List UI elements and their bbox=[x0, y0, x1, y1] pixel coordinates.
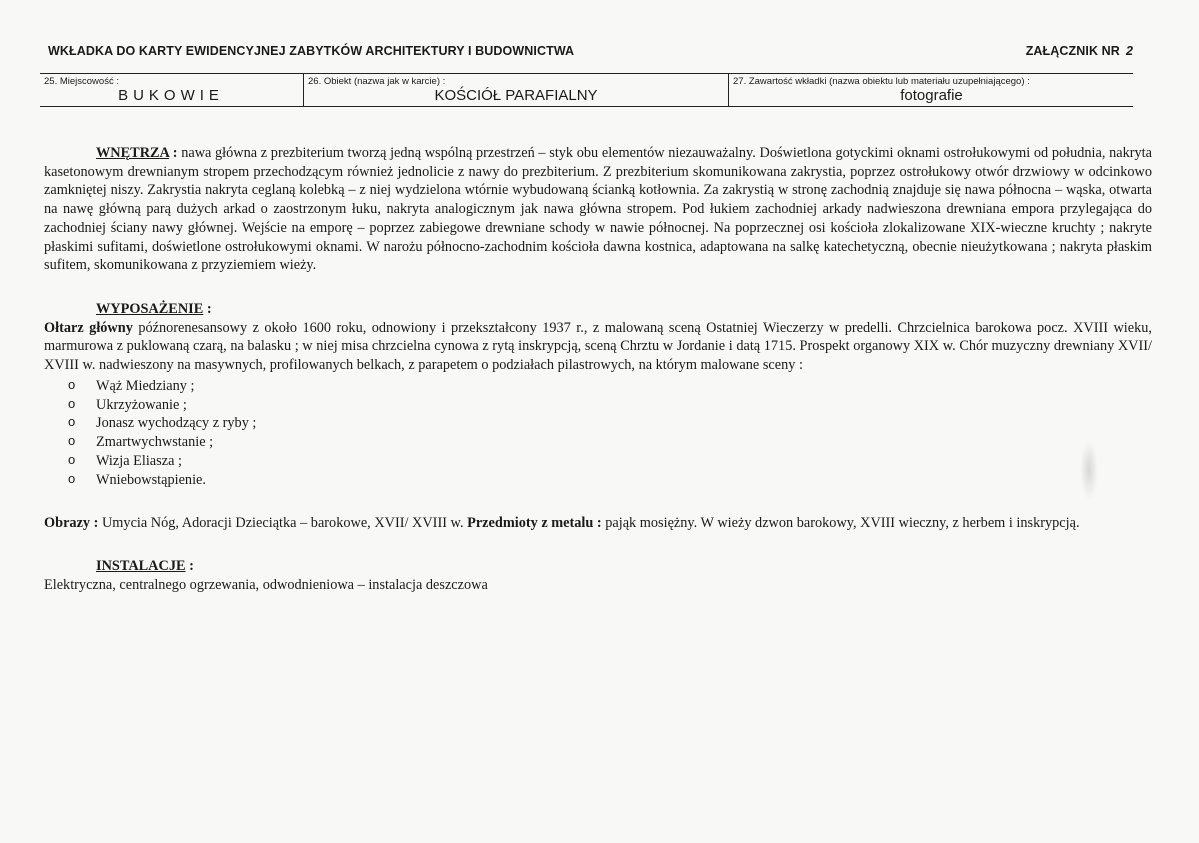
field-label: 25. Miejscowość : bbox=[44, 76, 119, 87]
section-heading-instalacje: INSTALACJE : bbox=[96, 558, 194, 575]
bold-lead: Przedmioty z metalu : bbox=[467, 514, 602, 531]
bold-lead: Obrazy : bbox=[44, 514, 99, 531]
field-value: fotografie bbox=[900, 87, 963, 104]
section-text: nawa główna z prezbiterium tworzą jedną wspólną przestrzeń – styk obu elementów niezauważalny. Doświetlona gotyckimi oknami ostrołukowymi od południa, nakryta kasetonowym drewnianym stropem przechodzącym również jednolicie z nawy do prezbiterium. Z prezbiterium skomunikowana zakrystia, poprzez ostrołukowy otwór drzwiowy w odcinkowo zamkniętej niszy. Zakrystia nakryta ceglaną kolebką – z niej wydzielona wtórnie wybudowaną ścianką kotłownia. Za zakrystią w stronę zachodnią znajduje się nawa północna – wąska, otwarta na nawę główną parą dużych arkad o zaostrzonym łuku, nakryta analogicznym jak nawa główna stropem. Pod łukiem zachodniej arkady nadwieszona drewniana empora przylegająca do zachodniej ściany nawy głównej. Wejście na emporę – poprzez zabiegowe drewniane schody w nawie północnej. Na poprzecznej osi kościoła zlokalizowane XIX-wieczne kruchty ; nakryte płaskimi sufitami, doświetlone ostrołukowymi oknami. W narożu północno-zachodnim kościoła dawna kostnica, adaptowana na salkę katechetyczną, obecnie nieużytkowana ; nakryta płaskim sufitem, skomunikowana z przyziemiem wieży. bbox=[44, 145, 1152, 274]
section-title: WNĘTRZA bbox=[96, 145, 170, 161]
section-title: INSTALACJE bbox=[96, 558, 186, 575]
section-wnetrza: WNĘTRZA : nawa główna z prezbiterium tworzą jedną wspólną przestrzeń – styk obu elementów niezauważalny. Doświetlona gotyckimi oknami ostrołukowymi od południa, nakryta kasetonowym drewnianym stropem przechodzącym również jednolicie z nawy do prezbiterium. Z prezbiterium skomunikowana zakrystia, poprzez ostrołukowy otwór drzwiowy w odcinkowo zamkniętej niszy. Zakrystia nakryta ceglaną kolebką – z niej wydzielona wtórnie wybudowaną ścianką kotłownia. Za zakrystią w stronę zachodnią znajduje się nawa północna – wąska, otwarta na nawę główną parą dużych arkad o zaostrzonym łuku, nakryta analogicznym jak nawa główna stropem. Pod łukiem zachodniej arkady nadwieszona drewniana empora przylegająca do zachodniej ściany nawy głównej. Wejście na emporę – poprzez zabiegowe drewniane schody w nawie północnej. Na poprzecznej osi kościoła zlokalizowane XIX-wieczne kruchty ; nakryte płaskimi sufitami, doświetlone ostrołukowymi oknami. W narożu północno-zachodnim kościoła dawna kostnica, adaptowana na salkę katechetyczną, obecnie nieużytkowana ; nakryta płaskim sufitem, skomunikowana z przyziemiem wieży. bbox=[44, 145, 1152, 274]
attachment-number-label: ZAŁĄCZNIK NR 2 bbox=[1025, 44, 1133, 58]
list-item: o Ukrzyżowanie ; bbox=[68, 396, 1152, 415]
paragraph-obrazy: Obrazy : Umycia Nóg, Adoracji Dzieciątka – barokowe, XVII/ XVIII w. Przedmioty z metalu : pająk mosiężny. W wieży dzwon barokowy, XVIII wieczny, z herbem i inskrypcją. bbox=[44, 514, 1080, 531]
scan-smudge bbox=[1080, 440, 1098, 500]
document-header bbox=[48, 44, 1133, 58]
header-fields bbox=[40, 73, 1133, 107]
field-label: 26. Obiekt (nazwa jak w karcie) : bbox=[308, 76, 446, 87]
field-value: BUKOWIE bbox=[118, 87, 224, 104]
list-item: o Jonasz wychodzący z ryby ; bbox=[68, 414, 1152, 433]
field-value: KOŚCIÓŁ PARAFIALNY bbox=[434, 87, 598, 104]
attachment-number: 2 bbox=[1125, 44, 1133, 58]
section-instalacje-text: Elektryczna, centralnego ogrzewania, odwodnieniowa – instalacja deszczowa bbox=[44, 576, 488, 593]
list-item: o Wizja Eliasza ; bbox=[68, 452, 1152, 471]
scenes-list bbox=[68, 377, 1152, 490]
field-miejscowosc bbox=[40, 74, 302, 106]
section-heading-wyposazenie: WYPOSAŻENIE : bbox=[96, 300, 212, 317]
document-title: WKŁADKA DO KARTY EWIDENCYJNEJ ZABYTKÓW ARCHITEKTURY I BUDOWNICTWA bbox=[48, 44, 575, 58]
field-obiekt bbox=[303, 74, 728, 106]
section-text: późnorenesansowy z około 1600 roku, odnowiony i przekształcony 1937 r., z malowaną sceną Ostatniej Wieczerzy w predelli. Chrzcielnica barokowa pocz. XVIII wieku, marmurowa z puklowaną czarą, na balasku ; w niej misa chrzcielna cynowa z rytą inskrypcją, sceną Chrztu w Jordanie i datą 1715. Prospekt organowy XIX w. Chór muzyczny drewniany XVII/ XVIII w. nadwieszony na masywnych, profilowanych belkach, z parapetem o podziałach pilastrowych, na którym malowane sceny : bbox=[44, 319, 1152, 374]
list-item: o Wąż Miedziany ; bbox=[68, 377, 1152, 396]
field-label: 27. Zawartość wkładki (nazwa obiektu lub materiału uzupełniającego) : bbox=[733, 76, 1030, 87]
list-item: o Zmartwychwstanie ; bbox=[68, 433, 1152, 452]
list-item: o Wniebowstąpienie. bbox=[68, 471, 1152, 490]
section-title: WYPOSAŻENIE bbox=[96, 300, 204, 317]
document-body bbox=[44, 144, 1152, 595]
section-wyposazenie-text bbox=[44, 319, 1152, 375]
bold-lead: Ołtarz główny bbox=[44, 319, 133, 336]
field-zawartosc bbox=[728, 74, 1134, 106]
